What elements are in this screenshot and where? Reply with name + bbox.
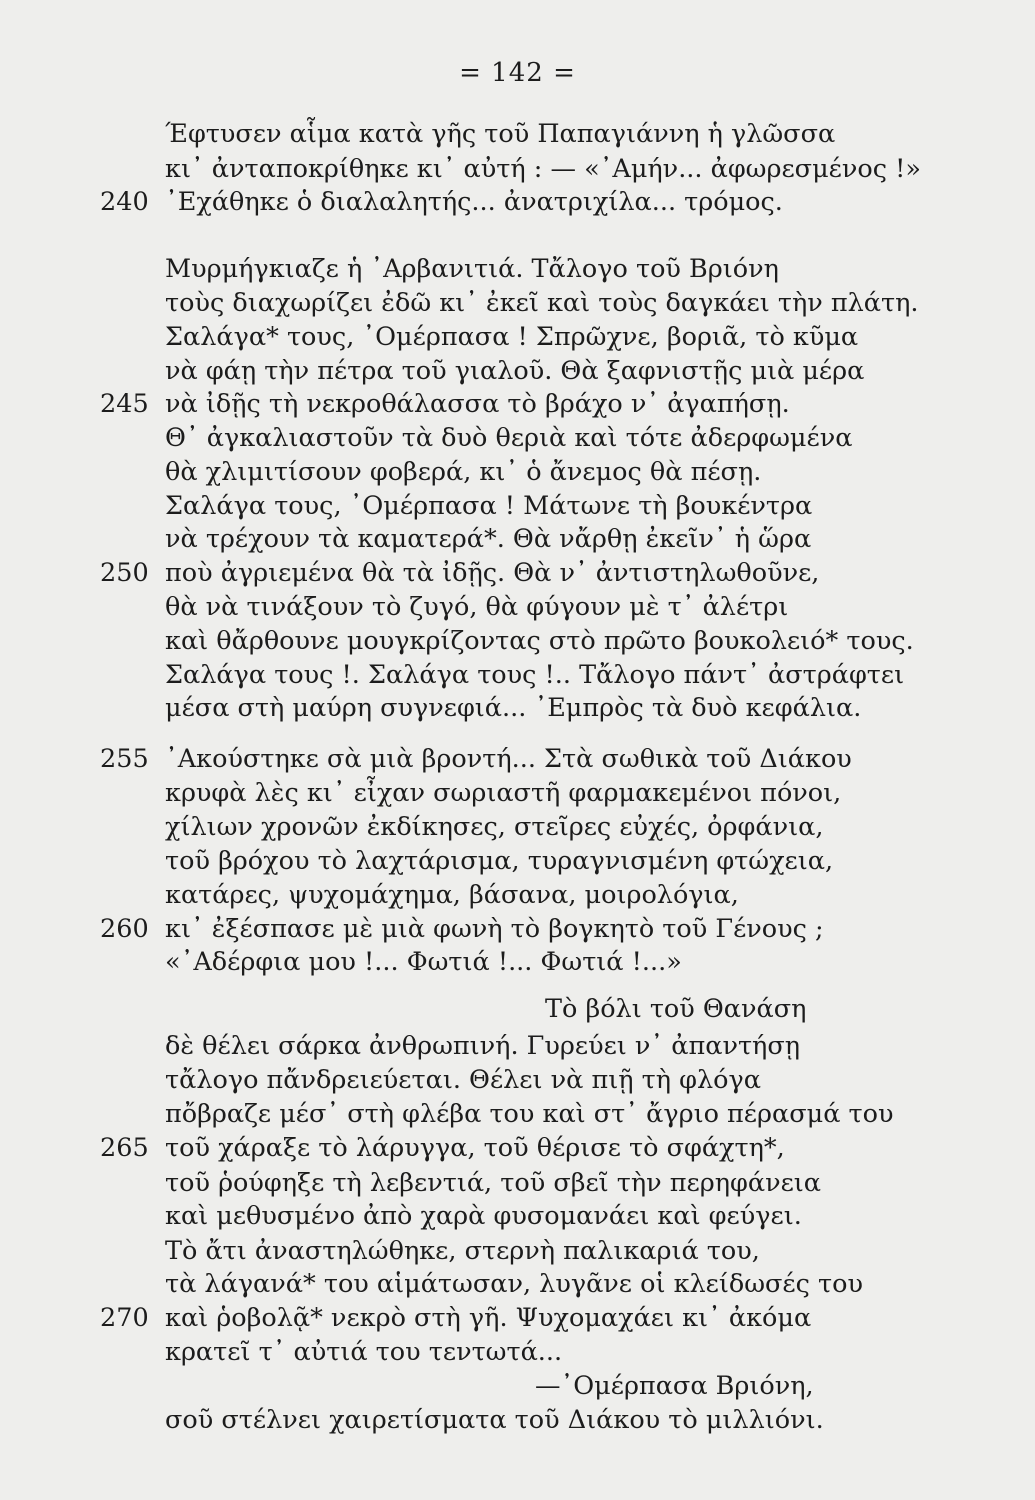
line-number: 240 (100, 187, 149, 217)
verse-line: «᾿Αδέρφια μου !... Φωτιά !... Φωτιά !...» (165, 947, 682, 977)
verse-line: νὰ ἰδῇς τὴ νεκροθάλασσα τὸ βράχο ν᾿ ἀγαπήσῃ. (165, 389, 790, 419)
verse-line: κρυφὰ λὲς κι᾿ εἶχαν σωριαστῆ φαρμακεμένοι πόνοι, (165, 778, 842, 808)
verse-line: Σαλάγα τους !. Σαλάγα τους !.. Τἄλογο πάντ᾿ ἀστράφτει (165, 660, 905, 690)
verse-line: τὰ λάγανά* του αἱμάτωσαν, λυγᾶνε οἱ κλείδωσές του (165, 1269, 863, 1299)
verse-line: καὶ ῥοβολᾷ* νεκρὸ στὴ γῆ. Ψυχομαχάει κι᾿ ἀκόμα (165, 1303, 812, 1333)
verse-line: κι᾿ ἀνταποκρίθηκε κι᾿ αὐτή : — «᾿Αμήν... ἀφωρεσμένος !» (165, 154, 921, 184)
verse-line: Θ᾿ ἀγκαλιαστοῦν τὰ δυὸ θεριὰ καὶ τότε ἀδερφωμένα (165, 423, 853, 453)
verse-line: τοῦ βρόχου τὸ λαχτάρισμα, τυραγνισμένη φτώχεια, (165, 846, 834, 876)
verse-line: κατάρες, ψυχομάχημα, βάσανα, μοιρολόγια, (165, 880, 739, 910)
verse-line: καὶ μεθυσμένο ἀπὸ χαρὰ φυσομανάει καὶ φεύγει. (165, 1201, 802, 1231)
verse-line: ᾿Ακούστηκε σὰ μιὰ βροντή... Στὰ σωθικὰ τοῦ Διάκου (165, 744, 852, 774)
verse-line: Μυρμήγκιαζε ἡ ᾿Αρβανιτιά. Τἄλογο τοῦ Βριόνη (165, 254, 779, 284)
verse-line: Σαλάγα* τους, ᾿Ομέρπασα ! Σπρῶχνε, βοριᾶ, τὸ κῦμα (165, 322, 859, 352)
verse-line: —᾿Ομέρπασα Βριόνη, (535, 1371, 814, 1401)
line-number: 255 (100, 744, 149, 774)
verse-line: νὰ τρέχουν τὰ καματερά*. Θὰ νἄρθῃ ἐκεῖν᾿ ἡ ὥρα (165, 524, 812, 554)
verse-line: Σαλάγα τους, ᾿Ομέρπασα ! Μάτωνε τὴ βουκέντρα (165, 491, 813, 521)
verse-line: κρατεῖ τ᾿ αὐτιά του τεντωτά... (165, 1337, 563, 1367)
line-number: 270 (100, 1303, 149, 1333)
line-number: 265 (100, 1133, 149, 1163)
line-number: 245 (100, 389, 149, 419)
verse-line: καὶ θἄρθουνε μουγκρίζοντας στὸ πρῶτο βουκολειό* τους. (165, 626, 914, 656)
verse-line: τοῦ χάραξε τὸ λάρυγγα, τοῦ θέρισε τὸ σφάχτη*, (165, 1133, 785, 1163)
verse-line: δὲ θέλει σάρκα ἀνθρωπινή. Γυρεύει ν᾿ ἀπαντήσῃ (165, 1031, 801, 1061)
verse-line: Τὸ ἄτι ἀναστηλώθηκε, στερνὴ παλικαριά του, (165, 1236, 760, 1266)
line-number: 250 (100, 558, 149, 588)
verse-line: Τὸ βόλι τοῦ Θανάση (545, 994, 807, 1024)
verse-line: τἄλογο πἄνδρειεύεται. Θέλει νὰ πιῇ τὴ φλόγα (165, 1065, 761, 1095)
verse-line: πὄβραζε μέσ᾿ στὴ φλέβα του καὶ στ᾿ ἄγριο πέρασμά του (165, 1099, 894, 1129)
verse-line: τοῦ ῥούφηξε τὴ λεβεντιά, τοῦ σβεῖ τὴν περηφάνεια (165, 1168, 822, 1198)
verse-line: θὰ νὰ τινάξουν τὸ ζυγό, θὰ φύγουν μὲ τ᾿ ἀλέτρι (165, 592, 789, 622)
verse-line: ᾿Εχάθηκε ὁ διαλαλητής... ἀνατριχίλα... τρόμος. (165, 187, 783, 217)
verse-line: σοῦ στέλνει χαιρετίσματα τοῦ Διάκου τὸ μιλλιόνι. (165, 1405, 824, 1435)
verse-line: χίλιων χρονῶν ἐκδίκησες, στεῖρες εὐχές, ὀρφάνια, (165, 812, 824, 842)
verse-line: νὰ φάῃ τὴν πέτρα τοῦ γιαλοῦ. Θὰ ξαφνιστῇς μιὰ μέρα (165, 356, 865, 386)
verse-line: κι᾿ ἐξέσπασε μὲ μιὰ φωνὴ τὸ βογκητὸ τοῦ Γένους ; (165, 914, 824, 944)
page-number: = 142 = (459, 58, 576, 88)
verse-line: Έφτυσεν αἷμα κατὰ γῆς τοῦ Παπαγιάννη ἡ γλῶσσα (165, 119, 836, 149)
verse-line: ποὺ ἀγριεμένα θὰ τὰ ἰδῇς. Θὰ ν᾿ ἀντιστηλωθοῦνε, (165, 558, 820, 588)
verse-line: τοὺς διαχωρίζει ἐδῶ κι᾿ ἐκεῖ καὶ τοὺς δαγκάει τὴν πλάτη. (165, 288, 919, 318)
verse-line: μέσα στὴ μαύρη συγνεφιά... ᾿Εμπρὸς τὰ δυὸ κεφάλια. (165, 693, 862, 723)
line-number: 260 (100, 914, 149, 944)
verse-line: θὰ χλιμιτίσουν φοβερά, κι᾿ ὁ ἄνεμος θὰ πέσῃ. (165, 457, 762, 487)
